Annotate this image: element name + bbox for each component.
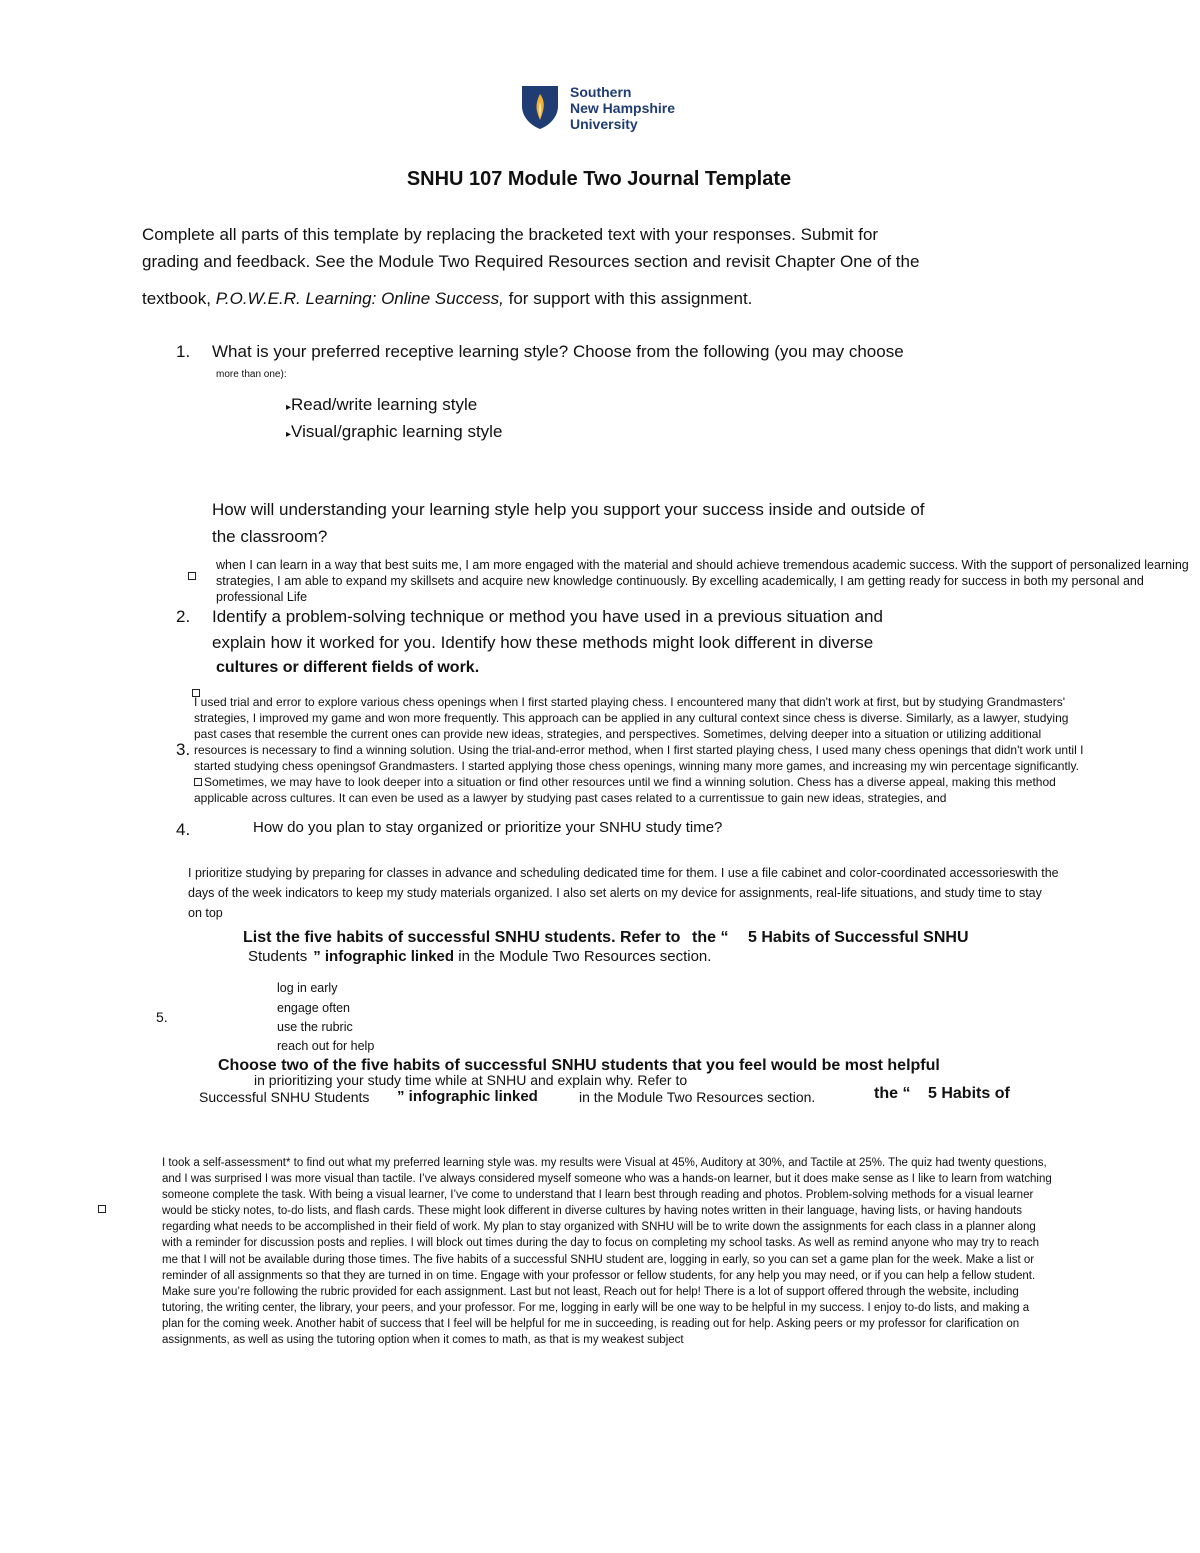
final-answer-line: and I was surprised I was more visual than tactile. I’ve always considered myself someone who was a hands-on learner, but it does make sense as I like to learn from watching <box>162 1173 1052 1186</box>
intro-line-1: Complete all parts of this template by replacing the bracketed text with your responses. Submit for <box>142 225 879 244</box>
final-answer-line: tutoring, the writing center, the library, your peers, and your professor. For me, logging in early will be one way to be helpful in my success. I enjoy to-do lists, and making a <box>162 1301 1030 1314</box>
question-2-answer-line-4: resources is necessary to find a winning solution. Using the trial-and-error method, when I first started playing chess, I used many chess openings that didn't work until I <box>194 743 1084 757</box>
question-5-line-2 <box>248 948 711 965</box>
question-2-line-2: explain how it worked for you. Identify how these methods might look different in diverse <box>212 633 874 652</box>
textbook-title: P.O.W.E.R. Learning: Online Success, <box>215 289 504 308</box>
question-1-sub-line-2: the classroom? <box>212 527 328 546</box>
question-5-line-2c: in the Module Two Resources section. <box>454 948 712 965</box>
habit-item: engage often <box>277 1001 350 1015</box>
bullet-arrow-icon: ▸ <box>286 429 292 440</box>
final-answer-line: reminder of all assignments so that they are turned in on time. Engage with your professor or fellow students, for any help you may need, or if you can help a fellow student. <box>162 1269 1036 1282</box>
intro-line-3-suffix: for support with this assignment. <box>503 289 753 308</box>
question-2-answer-line-3: past cases that resemble the current ones can provide new ideas, strategies, and perspectives. Sometimes, delving deeper into a situation or utilizing additional <box>194 727 1042 741</box>
choose-habits-line-3d: the “ <box>874 1085 911 1102</box>
final-answer-line: with a reminder for discussion posts and replies. I will block out times during the day to focus on completing my school tasks. As well as remind anyone who may try to reach <box>162 1237 1039 1250</box>
question-2-answer-line-7: applicable across cultures. It can even be used as a lawyer by studying past cases related to a currentissue to gain new ideas, strategies, and <box>194 791 947 805</box>
question-1-answer: when I can learn in a way that best suits me, I am more engaged with the material and should achieve tremendous academic success. With the support of personalized learning strategies, I am able to expand my skillsets and acquire new knowledge continuously. By excelling academically, I am getting ready for success in both my personal and professional Life <box>216 558 1189 604</box>
bullet-arrow-icon: ▸ <box>286 402 292 413</box>
habit-item: use the rubric <box>277 1020 353 1034</box>
logo-line-1: Southern <box>570 84 632 100</box>
choose-habits-line-3e: 5 Habits of <box>928 1085 1010 1102</box>
choose-habits-line-3a: Successful SNHU Students <box>199 1089 370 1105</box>
final-answer-line: assignments, as well as using the tutoring option when it comes to math, as that is my weakest subject <box>162 1334 684 1347</box>
question-4-text: How do you plan to stay organized or prioritize your SNHU study time? <box>253 819 723 836</box>
question-1-sub-line-1: How will understanding your learning style help you support your success inside and outside of <box>212 500 925 519</box>
final-answer-line: would be sticky notes, to-do lists, and flash cards. These might look different in diverse cultures by having notes written in their language, having lists, or having handouts <box>162 1205 1022 1218</box>
final-answer-block <box>162 1155 1052 1348</box>
question-2-answer-line-6-text: Sometimes, we may have to look deeper into a situation or find other resources until we find a winning solution. Chess has a diverse appeal, making this method <box>204 775 1056 789</box>
logo-line-2: New Hampshire <box>570 100 676 116</box>
checkbox-icon <box>194 778 202 786</box>
option-visual-graphic <box>286 422 502 442</box>
question-5-line-2a: Students <box>248 948 308 965</box>
choose-habits-line-1: Choose two of the five habits of successful SNHU students that you feel would be most helpful <box>218 1057 940 1074</box>
intro-line-3 <box>142 289 752 309</box>
question-5-line-1a: List the five habits of successful SNHU students. Refer to <box>243 929 681 946</box>
final-answer-line: I took a self-assessment* to find out what my preferred learning style was. my results were Visual at 45%, Auditory at 30%, and Tactile at 25%. The quiz had twenty questions, <box>162 1157 1047 1169</box>
question-5-line-2b: ” infographic linked <box>313 948 455 965</box>
question-2-answer-line-2: strategies, I improved my game and won more frequently. This approach can be applied in any cultural context since chess is diverse. Similarly, as a lawyer, studying <box>194 711 1069 725</box>
question-1-number: 1. <box>176 342 191 361</box>
checkbox-icon <box>188 567 196 585</box>
question-4-number: 4. <box>176 820 191 839</box>
option-label: Visual/graphic learning style <box>291 422 503 441</box>
question-1-text-small: more than one): <box>216 369 287 380</box>
choose-habits-line-3b: ” infographic linked <box>397 1088 538 1105</box>
question-2-answer-line-1: I used trial and error to explore various chess openings when I first started playing chess. I encountered many that didn't work at first, but by studying Grandmasters' <box>194 695 1066 709</box>
choose-habits-line-3c: in the Module Two Resources section. <box>579 1089 816 1105</box>
question-2-answer-line-5: started studying chess openingsof Grandmasters. I started applying those chess openings, winning many more games, and increasing my win percentage significantly. <box>194 759 1079 773</box>
shield-flame-icon <box>520 84 560 130</box>
habit-item: log in early <box>277 981 338 995</box>
question-4-answer-line-2: days of the week indicators to keep my study materials organized. I also set alerts on my device for assignments, real-life situations, and study time to stay <box>188 886 1042 900</box>
choose-habits-line-2: in prioritizing your study time while at SNHU and explain why. Refer to <box>254 1072 688 1088</box>
question-4-answer-line-1: I prioritize studying by preparing for classes in advance and scheduling dedicated time for them. I use a file cabinet and color-coordinated accessorieswith the <box>188 866 1059 880</box>
logo-line-3: University <box>570 116 638 132</box>
page-title: SNHU 107 Module Two Journal Template <box>406 168 792 190</box>
question-5-line-1c: 5 Habits of Successful SNHU <box>748 929 969 946</box>
option-read-write <box>286 395 477 415</box>
checkbox-icon <box>98 1200 106 1218</box>
snhu-logo <box>520 84 690 134</box>
question-5-number: 5. <box>156 1009 168 1025</box>
question-2-answer-line-6 <box>194 774 1056 790</box>
final-answer-line: someone complete the task. With being a visual learner, I’ve come to understand that I learn best through reading and photos. Problem-solving methods for a visual learner <box>162 1189 1034 1202</box>
question-1-text: What is your preferred receptive learning style? Choose from the following (you may choose <box>212 342 904 361</box>
question-5-line-1b: the “ <box>692 929 729 946</box>
option-label: Read/write learning style <box>291 395 478 414</box>
question-2-number: 2. <box>176 607 191 626</box>
question-2-line-3: cultures or different fields of work. <box>216 659 480 676</box>
habit-item: reach out for help <box>277 1039 375 1053</box>
final-answer-line: regarding what needs to be accomplished in their field of work. My plan to stay organized with SNHU will be to write down the assignments for each class in a planner along <box>162 1221 1036 1234</box>
final-answer-line: me that I will not be available during those times. The five habits of a successful SNHU student are, logging in early, so you can set a game plan for the week. Make a list or <box>162 1253 1035 1266</box>
question-2-line-1: Identify a problem-solving technique or method you have used in a previous situation and <box>212 607 883 626</box>
question-4-answer-line-3: on top <box>188 906 223 920</box>
final-answer-line: plan for the coming week. Another habit of success that I feel will be helpful for me in succeeding, is reading out for help. Asking peers or my professor for clarification on <box>162 1317 1020 1330</box>
question-3-number: 3. <box>176 740 191 759</box>
final-answer-line: Make sure you’re following the rubric provided for each assignment. Last but not least, Reach out for help! There is a lot of support offered through the website, including <box>162 1285 1019 1298</box>
intro-line-3-prefix: textbook, <box>142 289 216 308</box>
intro-line-2: grading and feedback. See the Module Two Required Resources section and revisit Chapter One of the <box>142 252 920 271</box>
